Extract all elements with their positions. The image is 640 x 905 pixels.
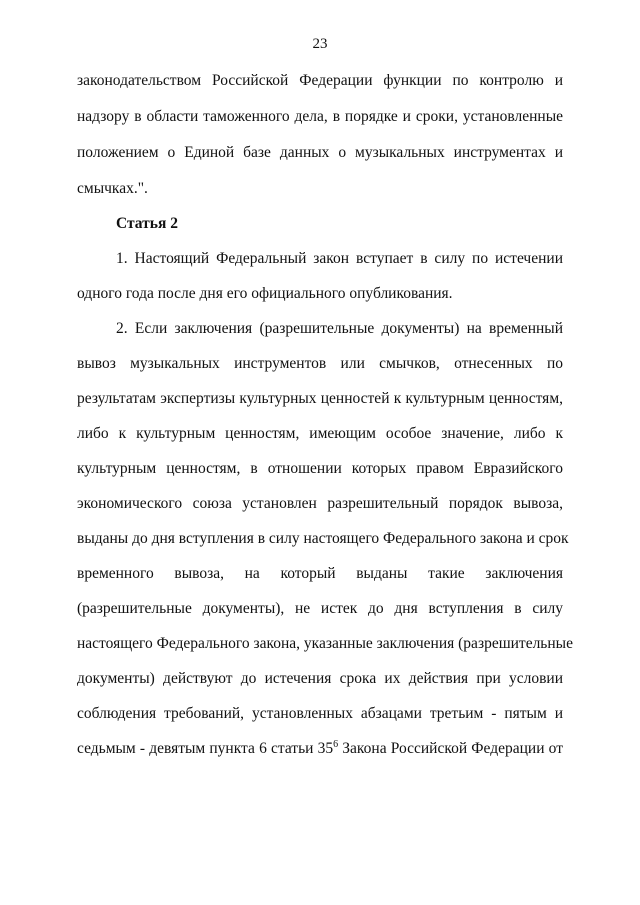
text-line: (разрешительные документы), не истек до дня вступления в силу	[77, 600, 563, 617]
text-fragment: Закона Российской Федерации от	[338, 740, 563, 757]
text-line: экономического союза установлен разрешительный порядок вывоза,	[77, 495, 563, 512]
superscript: 6	[333, 738, 339, 750]
page-number: 23	[312, 36, 328, 52]
text-line: выданы до дня вступления в силу настоящего Федерального закона и срок	[77, 530, 569, 547]
text-line: документы) действуют до истечения срока их действия при условии	[77, 670, 563, 687]
text-line: культурным ценностям, в отношении которых правом Евразийского	[77, 460, 563, 477]
text-line: временного вывоза, на который выданы такие заключения	[77, 565, 563, 582]
text-line: смычках.".	[77, 180, 148, 197]
text-line-with-superscript	[77, 740, 563, 758]
text-line: 1. Настоящий Федеральный закон вступает в силу по истечении	[116, 250, 563, 267]
text-line: настоящего Федерального закона, указанные заключения (разрешительные	[77, 635, 573, 652]
article-heading: Статья 2	[116, 215, 178, 232]
text-fragment: седьмым - девятым пункта 6 статьи 35	[77, 740, 334, 757]
text-line: соблюдения требований, установленных абзацами третьим - пятым и	[77, 705, 563, 722]
text-line: результатам экспертизы культурных ценностей к культурным ценностям,	[77, 390, 563, 407]
text-line: либо к культурным ценностям, имеющим особое значение, либо к	[77, 425, 563, 442]
text-line: 2. Если заключения (разрешительные документы) на временный	[116, 320, 563, 337]
text-line: одного года после дня его официального опубликования.	[77, 285, 453, 302]
text-line: законодательством Российской Федерации функции по контролю и	[77, 72, 563, 89]
text-line: положением о Единой базе данных о музыкальных инструментах и	[77, 144, 563, 161]
text-line: надзору в области таможенного дела, в порядке и сроки, установленные	[77, 108, 563, 125]
text-line: вывоз музыкальных инструментов или смычков, отнесенных по	[77, 355, 563, 372]
